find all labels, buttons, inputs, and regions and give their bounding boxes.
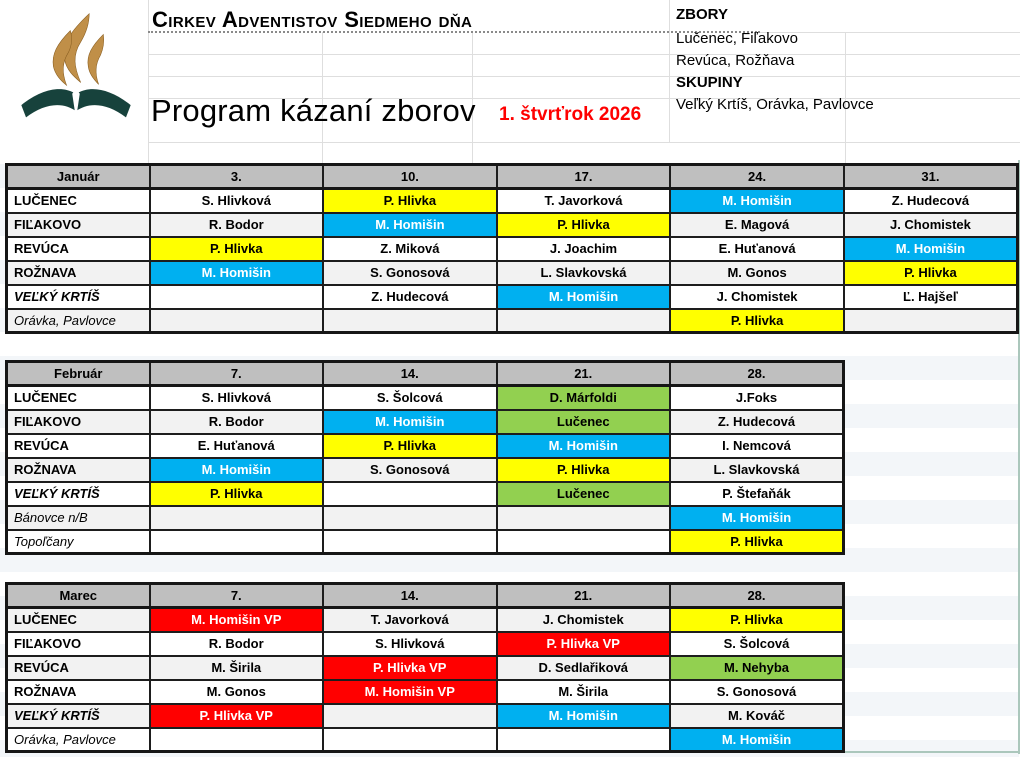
schedule-cell[interactable]: M. Gonos [670,261,844,285]
date-header-cell[interactable]: 24. [670,165,844,189]
month-table-januar [5,163,1019,334]
month-table-marec [5,582,845,753]
schedule-cell[interactable] [323,309,497,333]
schedule-table [5,360,845,555]
row-label-cell[interactable]: FIĽAKOVO [7,632,150,656]
schedule-cell[interactable]: M. Kováč [670,704,844,728]
schedule-cell[interactable]: S. Gonosová [323,458,497,482]
schedule-cell[interactable]: P. Hlivka VP [150,704,324,728]
row-label-cell[interactable]: ROŽNAVA [7,680,150,704]
schedule-cell[interactable]: S. Gonosová [670,680,844,704]
schedule-cell[interactable]: T. Javorková [497,189,671,213]
row-label-cell[interactable]: ROŽNAVA [7,458,150,482]
schedule-cell[interactable]: J. Chomistek [844,213,1018,237]
schedule-cell[interactable]: M. Homišin [670,728,844,752]
schedule-cell[interactable] [150,506,324,530]
schedule-cell[interactable]: M. Homišin [670,189,844,213]
row-label-cell[interactable]: Orávka, Pavlovce [7,728,150,752]
schedule-cell[interactable] [150,309,324,333]
schedule-cell[interactable]: M. Homišin VP [323,680,497,704]
schedule-cell[interactable]: D. Sedlařiková [497,656,671,680]
month-table-februar [5,360,845,555]
page-title: Program kázaní zborov [151,93,476,128]
dotted-divider [148,31,760,33]
schedule-cell[interactable]: P. Hlivka [844,261,1018,285]
schedule-cell[interactable]: Ľ. Hajšeľ [844,285,1018,309]
schedule-cell[interactable]: E. Huťanová [150,434,324,458]
schedule-cell[interactable]: P. Hlivka [497,458,671,482]
congregations-panel [676,0,1024,150]
schedule-cell[interactable] [323,728,497,752]
row-label-cell[interactable]: Bánovce n/B [7,506,150,530]
schedule-cell[interactable]: Lučenec [497,410,671,434]
schedule-cell[interactable]: L. Slavkovská [670,458,844,482]
row-label-cell[interactable]: REVÚCA [7,434,150,458]
schedule-cell[interactable] [497,309,671,333]
schedule-cell[interactable]: M. Homišin [497,285,671,309]
schedule-cell[interactable]: M. Homišin [150,458,324,482]
schedule-cell[interactable]: D. Márfoldi [497,386,671,410]
schedule-cell[interactable]: M. Homišin [670,506,844,530]
schedule-cell[interactable]: L. Slavkovská [497,261,671,285]
schedule-cell[interactable]: P. Hlivka [150,237,324,261]
schedule-cell[interactable]: E. Huťanová [670,237,844,261]
zbory-line-2: Revúca, Rožňava [676,52,795,69]
schedule-cell[interactable] [323,530,497,554]
date-header-cell[interactable]: 14. [323,362,497,386]
row-label-cell[interactable]: REVÚCA [7,656,150,680]
schedule-cell[interactable]: P. Hlivka VP [497,632,671,656]
quarter-label: 1. štvrťrok 2026 [499,104,642,125]
schedule-cell[interactable]: M. Gonos [150,680,324,704]
schedule-cell[interactable]: P. Štefaňák [670,482,844,506]
month-header-cell[interactable]: Marec [7,584,150,608]
row-label-cell[interactable]: Topoľčany [7,530,150,554]
schedule-cell[interactable]: M. Širila [497,680,671,704]
schedule-cell[interactable]: I. Nemcová [670,434,844,458]
schedule-cell[interactable]: M. Nehyba [670,656,844,680]
schedule-cell[interactable]: S. Hlivková [323,632,497,656]
schedule-cell[interactable] [323,704,497,728]
schedule-cell[interactable]: J. Chomistek [497,608,671,632]
schedule-cell[interactable]: S. Gonosová [323,261,497,285]
row-label-cell[interactable]: FIĽAKOVO [7,410,150,434]
date-header-cell[interactable]: 7. [150,584,324,608]
sheet-header [0,0,1024,160]
schedule-cell[interactable]: R. Bodor [150,632,324,656]
schedule-cell[interactable]: Z. Hudecová [323,285,497,309]
schedule-cell[interactable] [323,482,497,506]
schedule-cell[interactable]: S. Hlivková [150,189,324,213]
row-label-cell[interactable]: LUČENEC [7,386,150,410]
date-header-cell[interactable]: 28. [670,584,844,608]
schedule-cell[interactable]: M. Homišin [323,410,497,434]
schedule-cell[interactable] [497,530,671,554]
schedule-cell[interactable]: M. Homišin [497,704,671,728]
date-header-cell[interactable]: 14. [323,584,497,608]
schedule-cell[interactable]: Z. Hudecová [670,410,844,434]
row-label-cell[interactable]: VEĽKÝ KRTÍŠ [7,482,150,506]
date-header-cell[interactable]: 21. [497,584,671,608]
zbory-heading: ZBORY [676,6,728,23]
schedule-cell[interactable] [844,309,1018,333]
schedule-cell[interactable]: M. Homišin [150,261,324,285]
schedule-table [5,582,845,753]
schedule-cell[interactable]: J.Foks [670,386,844,410]
schedule-cell[interactable]: M. Homišin [844,237,1018,261]
schedule-cell[interactable] [323,506,497,530]
month-header-cell[interactable]: Január [7,165,150,189]
row-label-cell[interactable]: VEĽKÝ KRTÍŠ [7,704,150,728]
date-header-cell[interactable]: 28. [670,362,844,386]
skupiny-line-1: Veľký Krtíš, Orávka, Pavlovce [676,96,874,113]
schedule-cell[interactable] [150,728,324,752]
row-label-cell[interactable]: LUČENEC [7,189,150,213]
date-header-cell[interactable]: 17. [497,165,671,189]
schedule-cell[interactable]: P. Hlivka [150,482,324,506]
schedule-cell[interactable]: J. Chomistek [670,285,844,309]
schedule-cell[interactable]: Lučenec [497,482,671,506]
schedule-cell[interactable]: P. Hlivka VP [323,656,497,680]
schedule-cell[interactable]: P. Hlivka [323,434,497,458]
date-header-cell[interactable]: 3. [150,165,324,189]
schedule-cell[interactable]: E. Magová [670,213,844,237]
date-header-cell[interactable]: 31. [844,165,1018,189]
schedule-cell[interactable] [150,285,324,309]
date-header-cell[interactable]: 10. [323,165,497,189]
schedule-cell[interactable]: Z. Miková [323,237,497,261]
schedule-cell[interactable]: P. Hlivka [323,189,497,213]
schedule-cell[interactable]: T. Javorková [323,608,497,632]
schedule-cell[interactable]: P. Hlivka [497,213,671,237]
schedule-cell[interactable] [150,530,324,554]
schedule-cell[interactable]: R. Bodor [150,410,324,434]
row-label-cell[interactable]: Orávka, Pavlovce [7,309,150,333]
schedule-cell[interactable]: M. Homišin VP [150,608,324,632]
schedule-cell[interactable]: M. Širila [150,656,324,680]
schedule-cell[interactable]: S. Šolcová [670,632,844,656]
schedule-cell[interactable]: M. Homišin [323,213,497,237]
schedule-cell[interactable] [497,506,671,530]
month-header-cell[interactable]: Február [7,362,150,386]
schedule-cell[interactable]: P. Hlivka [670,530,844,554]
schedule-table [5,163,1019,334]
schedule-cell[interactable]: M. Homišin [497,434,671,458]
schedule-cell[interactable]: P. Hlivka [670,309,844,333]
row-label-cell[interactable]: ROŽNAVA [7,261,150,285]
schedule-cell[interactable]: R. Bodor [150,213,324,237]
skupiny-heading: SKUPINY [676,74,743,91]
row-label-cell[interactable]: REVÚCA [7,237,150,261]
schedule-cell[interactable]: S. Hlivková [150,386,324,410]
zbory-line-1: Lučenec, Fiľakovo [676,30,798,47]
schedule-cell[interactable]: Z. Hudecová [844,189,1018,213]
adventist-church-logo-icon [10,4,142,144]
schedule-cell[interactable]: S. Šolcová [323,386,497,410]
schedule-cell[interactable]: J. Joachim [497,237,671,261]
row-label-cell[interactable]: LUČENEC [7,608,150,632]
date-header-cell[interactable]: 7. [150,362,324,386]
date-header-cell[interactable]: 21. [497,362,671,386]
row-label-cell[interactable]: VEĽKÝ KRTÍŠ [7,285,150,309]
row-label-cell[interactable]: FIĽAKOVO [7,213,150,237]
schedule-cell[interactable]: P. Hlivka [670,608,844,632]
organization-title: Cirkev Adventistov Siedmeho dňa [152,7,473,32]
schedule-cell[interactable] [497,728,671,752]
